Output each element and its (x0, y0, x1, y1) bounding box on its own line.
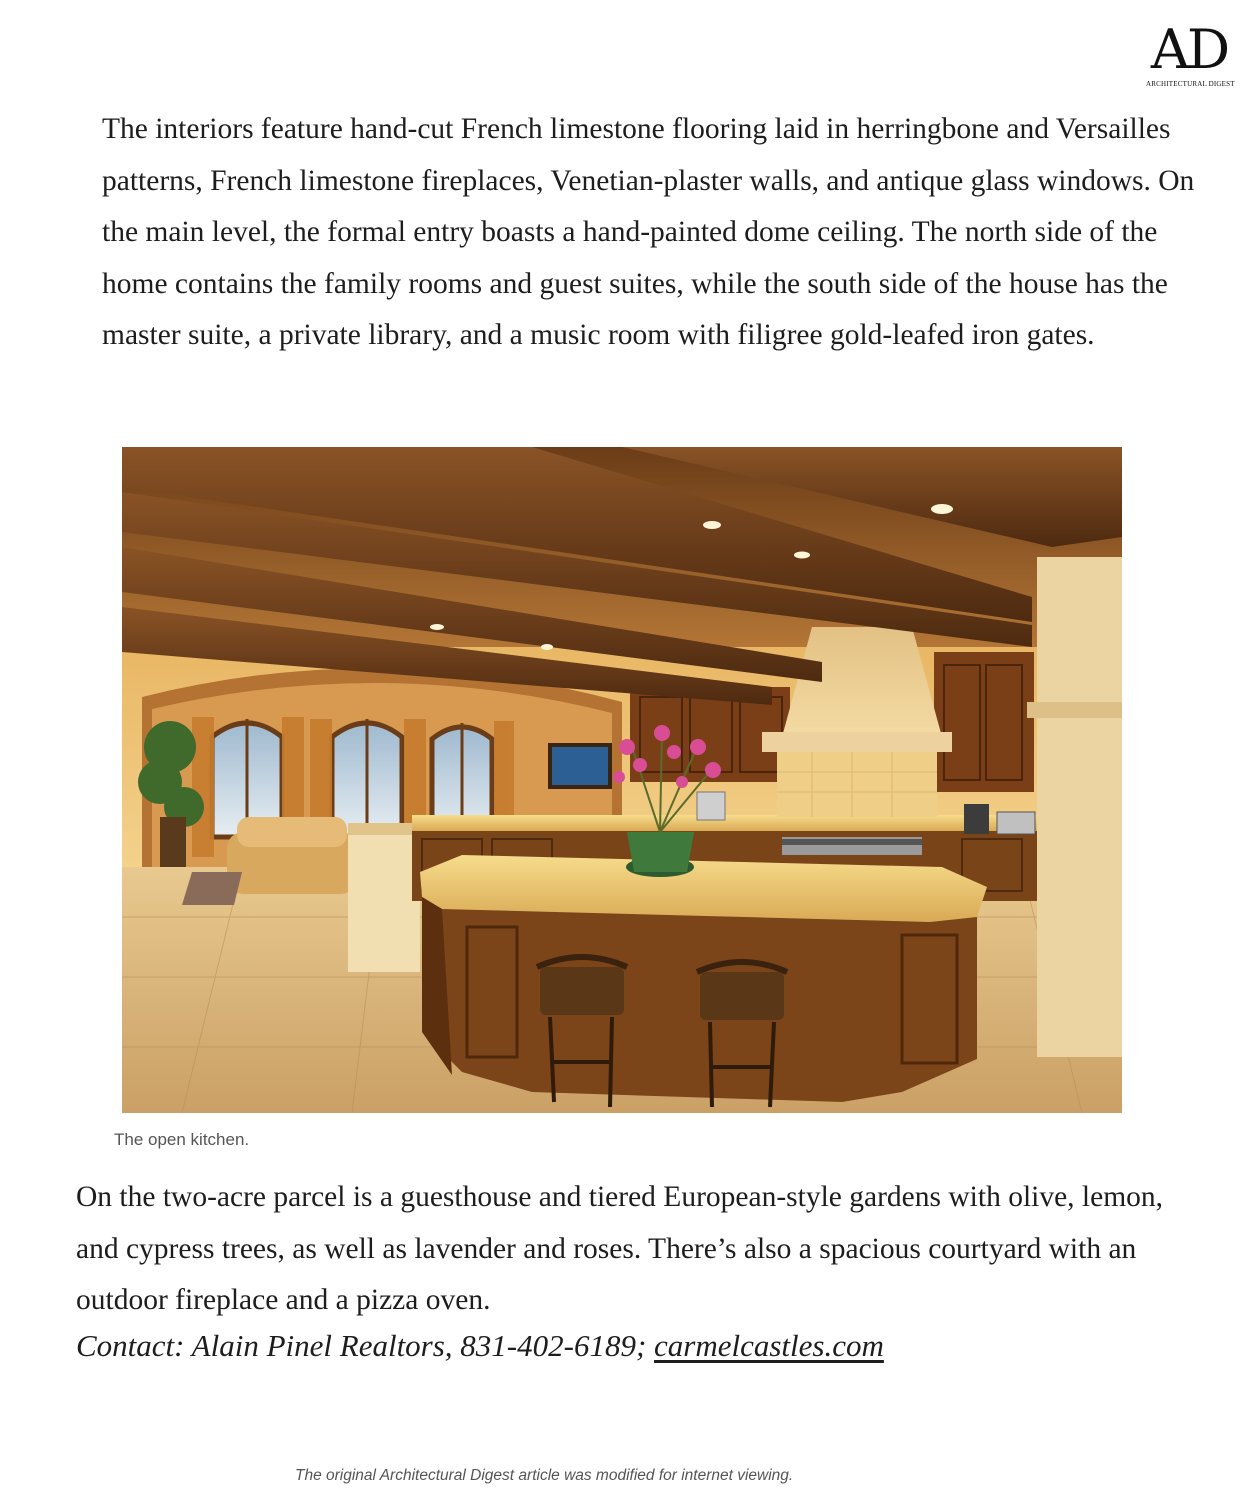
contact-text: Contact: Alain Pinel Realtors, 831-402-6189; (76, 1328, 655, 1363)
kitchen-photo (122, 447, 1122, 1113)
article-paragraph-grounds: On the two-acre parcel is a guesthouse and tiered European-style gardens with olive, lemon, and cypress trees, as well as lavender and roses. There’s also a spacious courtyard with an outdoor fireplace and a pizza oven. (76, 1181, 1164, 1316)
architectural-digest-logo (1146, 18, 1235, 88)
contact-website-link[interactable]: carmelcastles.com (654, 1328, 884, 1363)
photo-caption: The open kitchen. (114, 1130, 250, 1149)
article-paragraph-interiors: The interiors feature hand-cut French limestone flooring laid in herringbone and Versailles patterns, French limestone fireplaces, Venetian-plaster walls, and antique glass windows. On the main level, the formal entry boasts a hand-painted dome ceiling. The north side of the home contains the family rooms and guest suites, while the south side of the house has the master suite, a private library, and a music room with filigree gold-leafed iron gates. (102, 113, 1195, 351)
footer-note: The original Architectural Digest article was modified for internet viewing. (295, 1467, 794, 1484)
logo-mark: AD (1150, 18, 1228, 81)
contact-line (76, 1328, 884, 1364)
logo-subtitle: ARCHITECTURAL DIGEST (1146, 80, 1235, 88)
